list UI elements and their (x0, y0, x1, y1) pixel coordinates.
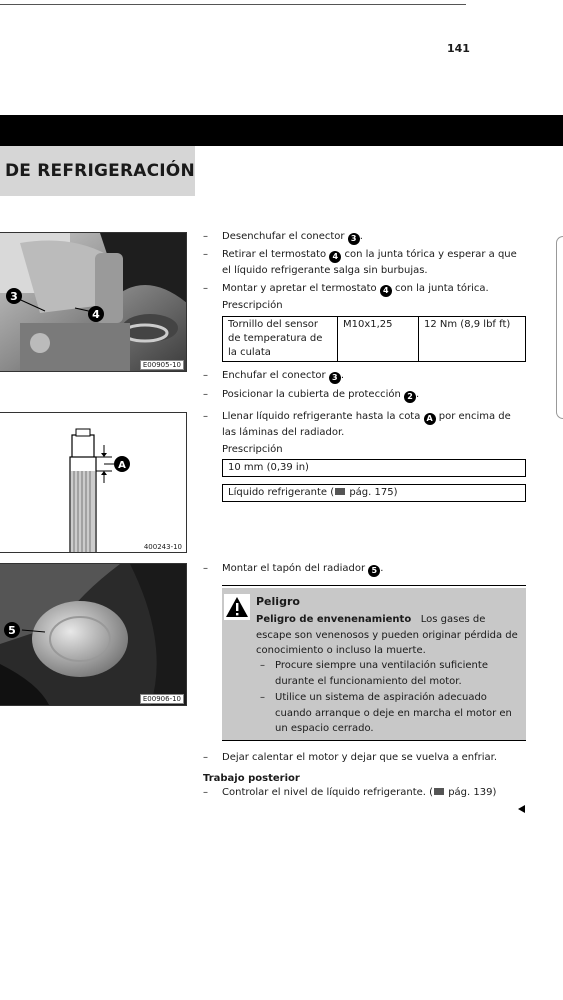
torque-item: Tornillo del sensor de temperatura de la culata (223, 317, 338, 362)
step-plug-connector: – Enchufar el conector 3 . (203, 370, 344, 382)
prescripcion-label: Prescripción (222, 444, 283, 455)
ref-number: 3 (348, 233, 360, 245)
header-bar (0, 115, 563, 146)
book-icon (434, 788, 444, 795)
prescripcion-label: Prescripción (222, 300, 283, 311)
section-title: DE REFRIGERACIÓN (0, 146, 195, 196)
ref-number: 4 (380, 285, 392, 297)
figure-code: E00905-10 (140, 360, 184, 370)
step-mount-thermostat: – Montar y apretar el termostato 4 con la junta tórica. (203, 283, 489, 295)
end-of-section-icon (518, 805, 525, 813)
radiator-cap-photo (0, 564, 187, 706)
thermostat-photo (0, 233, 187, 372)
ref-number: 3 (329, 372, 341, 384)
page-number: 141 (447, 42, 470, 55)
danger-title: Peligro (256, 595, 300, 608)
callout-3: 3 (10, 290, 18, 303)
ref-number: 4 (329, 251, 341, 263)
figure-radiator-level (0, 412, 187, 553)
top-rule (0, 4, 466, 5)
figure-code: E00906-10 (140, 694, 184, 704)
book-icon (335, 488, 345, 495)
danger-lead: Peligro de envenenamiento (256, 614, 412, 625)
callout-5: 5 (8, 624, 16, 637)
step-fill-coolant: – Llenar líquido refrigerante hasta la cota A por encima de las láminas del radiador. (203, 411, 511, 438)
step-unplug-connector: – Desenchufar el conector 3 . (203, 231, 363, 243)
trabajo-posterior-heading: Trabajo posterior (203, 773, 300, 784)
callout-4: 4 (92, 308, 100, 321)
level-value: 10 mm (0,39 in) (222, 459, 526, 477)
torque-thread: M10x1,25 (338, 317, 419, 362)
danger-rule-top (222, 585, 526, 586)
callout-a: A (118, 460, 126, 471)
danger-text: Peligro de envenenamiento Los gases de escape son venenosos y pueden originar pérdida de conocimiento o incluso la muerte. (256, 614, 518, 656)
danger-item: – Procure siempre una ventilación suficiente durante el funcionamiento del motor. (260, 660, 488, 687)
step-position-cover: – Posicionar la cubierta de protección 2 . (203, 389, 420, 401)
step-warm-engine: – Dejar calentar el motor y dejar que se vuelva a enfriar. (203, 752, 498, 763)
torque-value: 12 Nm (8,9 lbf ft) (419, 317, 526, 362)
radiator-diagram (0, 413, 187, 553)
step-check-coolant: – Controlar el nivel de líquido refrigerante. ( pág. 139) (203, 787, 497, 798)
ref-number: 2 (404, 391, 416, 403)
coolant-reference: Líquido refrigerante ( pág. 175) (222, 484, 526, 502)
ref-number: 5 (368, 565, 380, 577)
figure-radiator-cap (0, 563, 187, 706)
warning-icon (224, 594, 250, 620)
torque-table (222, 316, 526, 362)
figure-code: 400243-10 (143, 543, 182, 551)
danger-item: – Utilice un sistema de aspiración adecuado cuando arranque o deje en marcha el motor en un espacio cerrado. (260, 692, 512, 734)
danger-rule-bottom (222, 740, 526, 741)
ref-letter: A (424, 413, 436, 425)
step-remove-thermostat: – Retirar el termostato 4 con la junta tórica y esperar a que el líquido refrigerante salga sin burbujas. (203, 249, 517, 276)
step-mount-cap: – Montar el tapón del radiador 5 . (203, 563, 384, 575)
scroll-handle[interactable] (556, 236, 563, 419)
figure-thermostat (0, 232, 187, 372)
